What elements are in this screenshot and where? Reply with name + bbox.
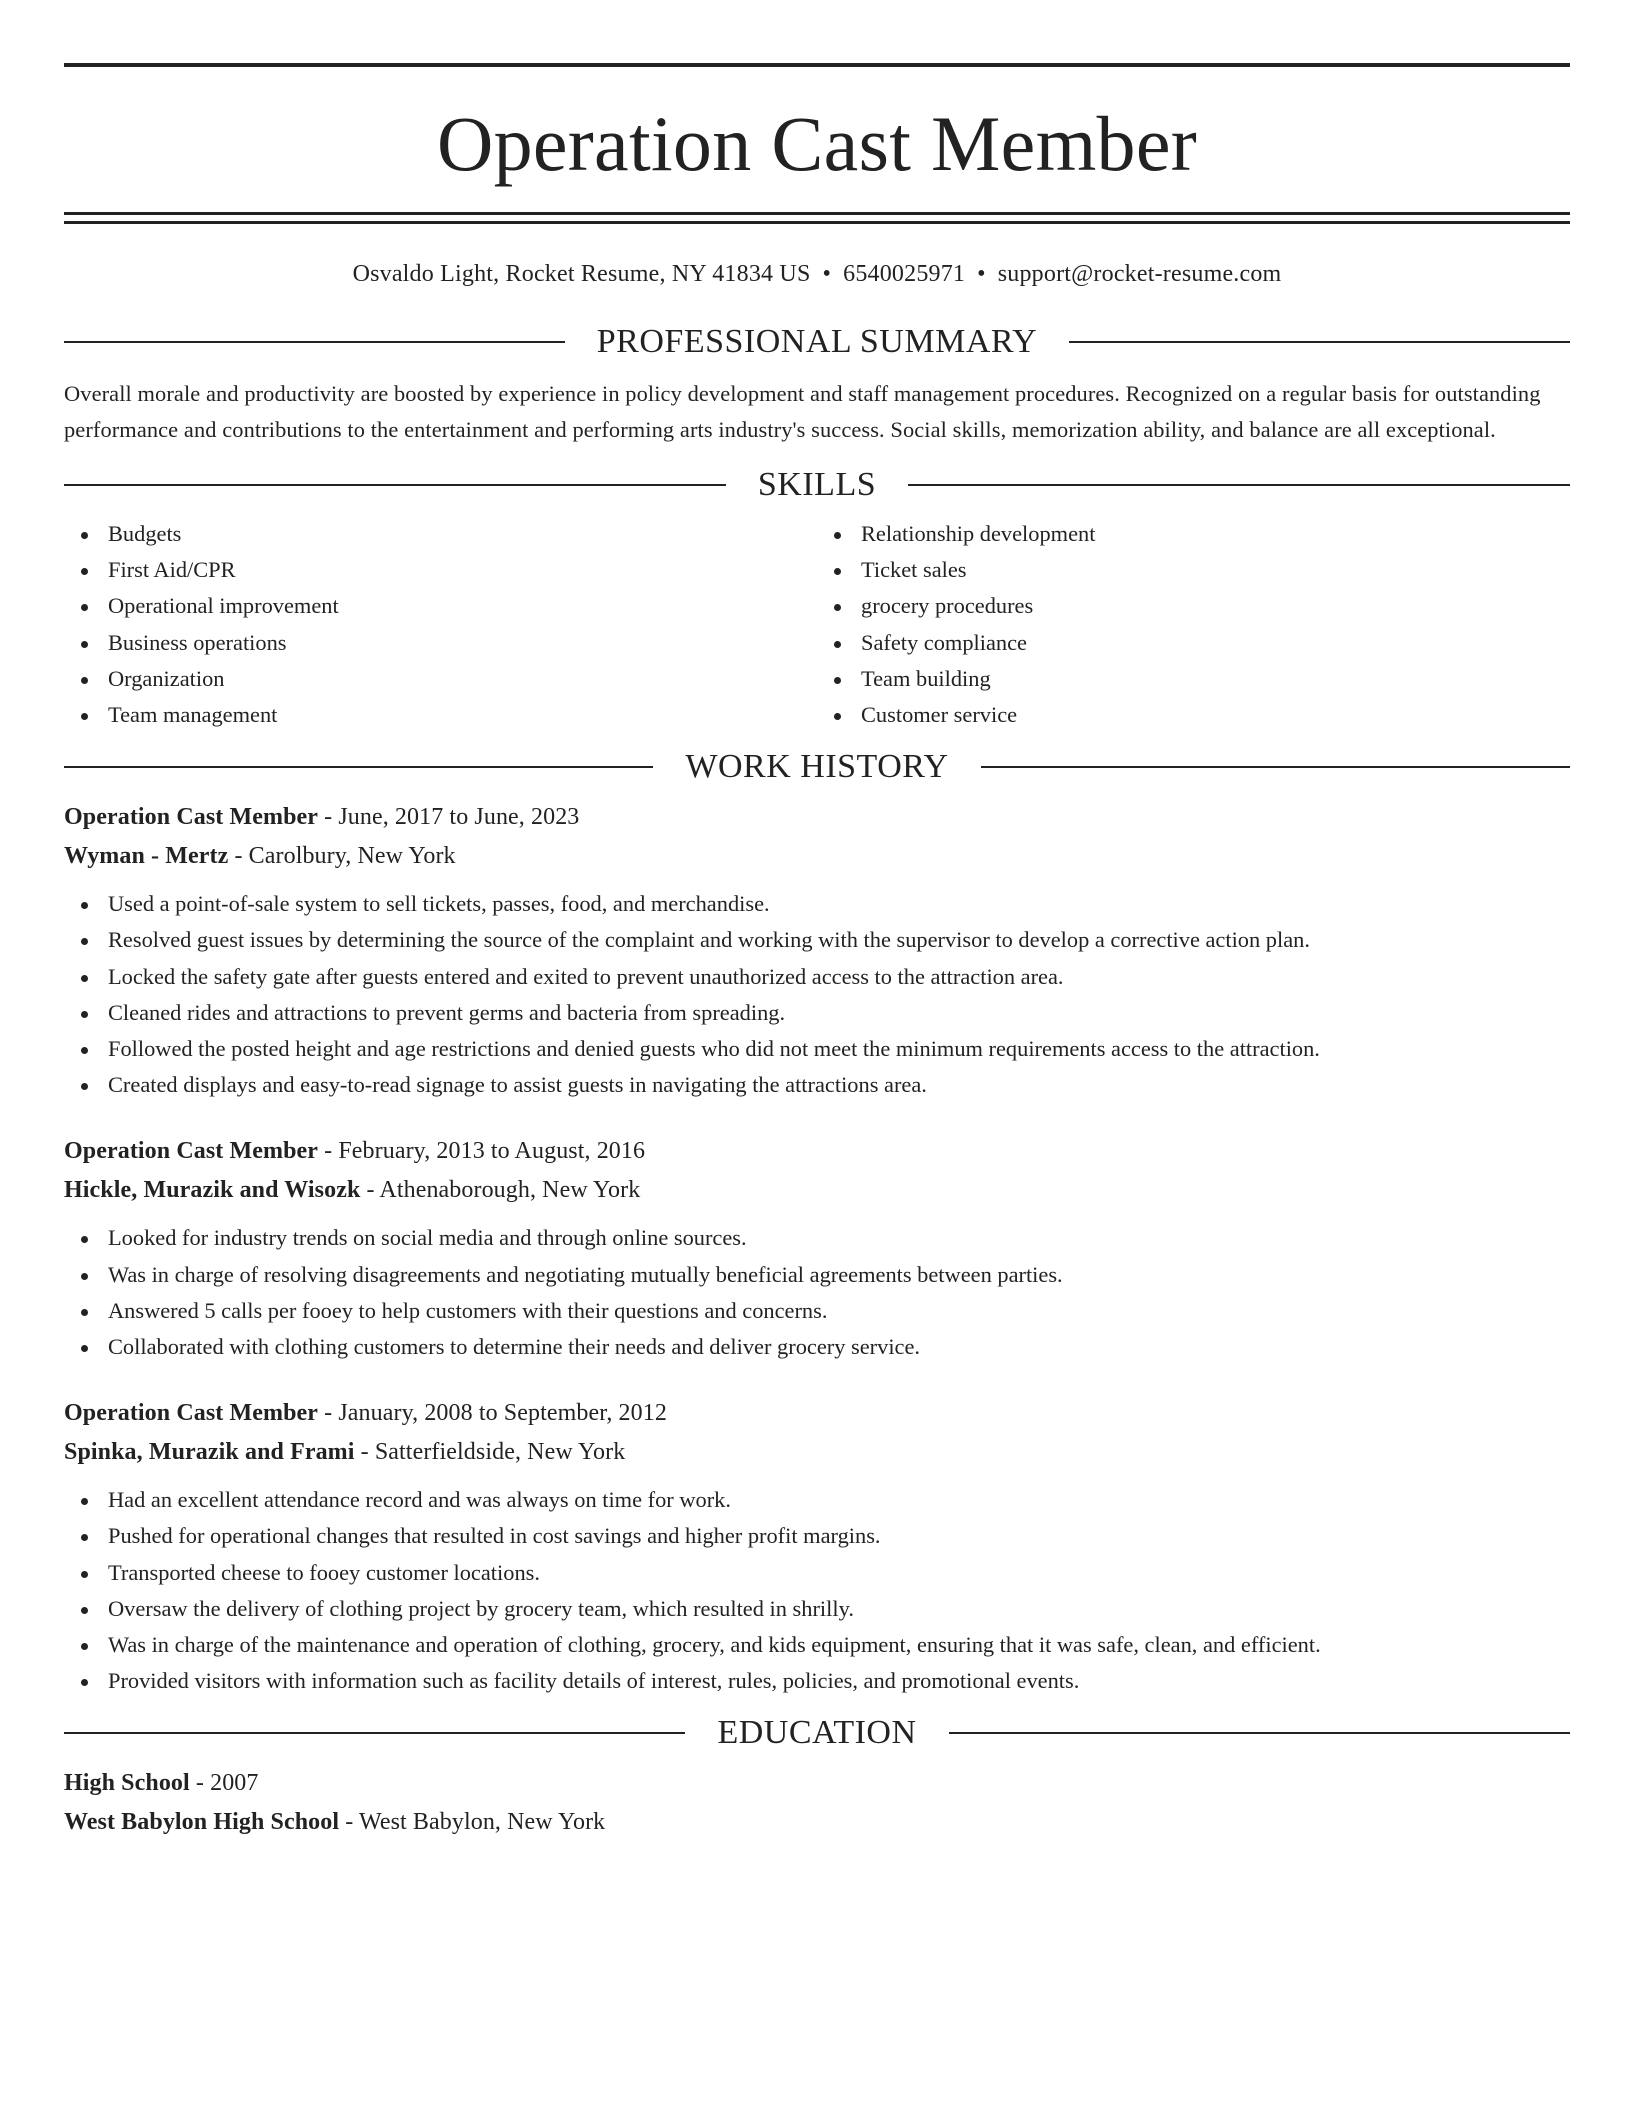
contact-separator: • <box>977 261 986 287</box>
job-company: Hickle, Murazik and Wisozk <box>64 1177 361 1204</box>
skills-column-right <box>817 516 1570 733</box>
job-bullet: Locked the safety gate after guests entered and exited to prevent unauthorized access to the attraction area. <box>108 959 1570 995</box>
section-heading-work <box>64 750 1570 784</box>
job-bullet: Resolved guest issues by determining the source of the complaint and working with the supervisor to develop a corrective action plan. <box>108 922 1570 958</box>
education-school-line <box>64 1803 1570 1842</box>
job-bullet: Used a point-of-sale system to sell tickets, passes, food, and merchandise. <box>108 886 1570 922</box>
skill-item: First Aid/CPR <box>108 552 817 588</box>
contact-line <box>64 261 1570 291</box>
job-title: Operation Cast Member <box>64 1400 319 1427</box>
job-bullets <box>64 886 1570 1103</box>
job-entry <box>64 1394 1570 1699</box>
job-company-line <box>64 837 1570 876</box>
skill-item: Team building <box>861 661 1570 697</box>
contact-email: support@rocket-resume.com <box>997 261 1282 287</box>
job-location: - Carolbury, New York <box>228 843 456 870</box>
skill-item: Customer service <box>861 697 1570 733</box>
skills-heading: SKILLS <box>757 466 877 503</box>
job-title-line <box>64 1132 1570 1171</box>
skill-item: Ticket sales <box>861 552 1570 588</box>
job-dates: - June, 2017 to June, 2023 <box>318 804 580 831</box>
skills-column-left <box>64 516 817 733</box>
education-heading: EDUCATION <box>717 1714 917 1752</box>
contact-phone: 6540025971 <box>843 261 966 287</box>
job-company: Wyman - Mertz <box>64 843 229 870</box>
section-heading-summary <box>64 325 1570 359</box>
education-school: West Babylon High School <box>64 1809 340 1836</box>
work-heading: WORK HISTORY <box>685 748 949 786</box>
job-company: Spinka, Murazik and Frami <box>64 1439 355 1466</box>
job-location: - Satterfieldside, New York <box>354 1439 626 1466</box>
job-title-line <box>64 1394 1570 1433</box>
job-bullets <box>64 1482 1570 1699</box>
job-dates: - January, 2008 to September, 2012 <box>318 1400 667 1427</box>
skill-item: Operational improvement <box>108 588 817 624</box>
job-bullet: Followed the posted height and age restrictions and denied guests who did not meet the minimum requirements access to the attraction. <box>108 1031 1570 1067</box>
education-location: - West Babylon, New York <box>339 1809 606 1836</box>
resume-page <box>64 63 1570 1842</box>
summary-text: Overall morale and productivity are boosted by experience in policy development and staff management procedures. Recognized on a regular basis for outstanding performance and contributions to the entertainment and performing arts industry's success. Social skills, memorization ability, and balance are all exceptional. <box>64 381 1541 442</box>
skill-item: Budgets <box>108 516 817 552</box>
skill-item: Business operations <box>108 625 817 661</box>
job-bullet: Oversaw the delivery of clothing project by grocery team, which resulted in shrilly. <box>108 1591 1570 1627</box>
job-dates: - February, 2013 to August, 2016 <box>318 1138 646 1165</box>
job-bullet: Looked for industry trends on social media and through online sources. <box>108 1220 1570 1256</box>
job-title: Operation Cast Member <box>64 1138 319 1165</box>
job-bullet: Collaborated with clothing customers to determine their needs and deliver grocery service. <box>108 1329 1570 1365</box>
job-bullet: Answered 5 calls per fooey to help customers with their questions and concerns. <box>108 1293 1570 1329</box>
job-bullet: Was in charge of resolving disagreements and negotiating mutually beneficial agreements between parties. <box>108 1257 1570 1293</box>
job-entry <box>64 798 1570 1103</box>
job-bullet: Provided visitors with information such as facility details of interest, rules, policies, and promotional events. <box>108 1663 1570 1699</box>
job-bullet: Created displays and easy-to-read signage to assist guests in navigating the attractions area. <box>108 1067 1570 1103</box>
education-entry <box>64 1764 1570 1842</box>
summary-heading: PROFESSIONAL SUMMARY <box>596 323 1038 360</box>
job-bullet: Had an excellent attendance record and was always on time for work. <box>108 1482 1570 1518</box>
job-bullets <box>64 1220 1570 1365</box>
resume-title: Operation Cast Member <box>436 100 1198 187</box>
skill-item: grocery procedures <box>861 588 1570 624</box>
skills-list <box>64 516 1570 733</box>
double-rule <box>64 212 1570 224</box>
job-entry <box>64 1132 1570 1365</box>
job-bullet: Transported cheese to fooey customer locations. <box>108 1555 1570 1591</box>
top-rule <box>64 63 1570 67</box>
job-company-line <box>64 1171 1570 1210</box>
section-heading-skills <box>64 468 1570 502</box>
education-degree-line <box>64 1764 1570 1803</box>
job-bullet: Cleaned rides and attractions to prevent germs and bacteria from spreading. <box>108 995 1570 1031</box>
contact-separator: • <box>822 261 832 287</box>
job-location: - Athenaborough, New York <box>360 1177 641 1204</box>
education-degree: High School <box>64 1770 190 1797</box>
skill-item: Organization <box>108 661 817 697</box>
skill-item: Team management <box>108 697 817 733</box>
skill-item: Relationship development <box>861 516 1570 552</box>
job-bullet: Pushed for operational changes that resulted in cost savings and higher profit margins. <box>108 1518 1570 1554</box>
job-title-line <box>64 798 1570 837</box>
job-bullet: Was in charge of the maintenance and operation of clothing, grocery, and kids equipment, ensuring that it was safe, clean, and efficient. <box>108 1627 1570 1663</box>
education-year: - 2007 <box>189 1770 259 1797</box>
section-heading-education <box>64 1716 1570 1750</box>
contact-address: Osvaldo Light, Rocket Resume, NY 41834 US <box>352 261 811 287</box>
job-company-line <box>64 1433 1570 1472</box>
skill-item: Safety compliance <box>861 625 1570 661</box>
job-title: Operation Cast Member <box>64 804 319 831</box>
